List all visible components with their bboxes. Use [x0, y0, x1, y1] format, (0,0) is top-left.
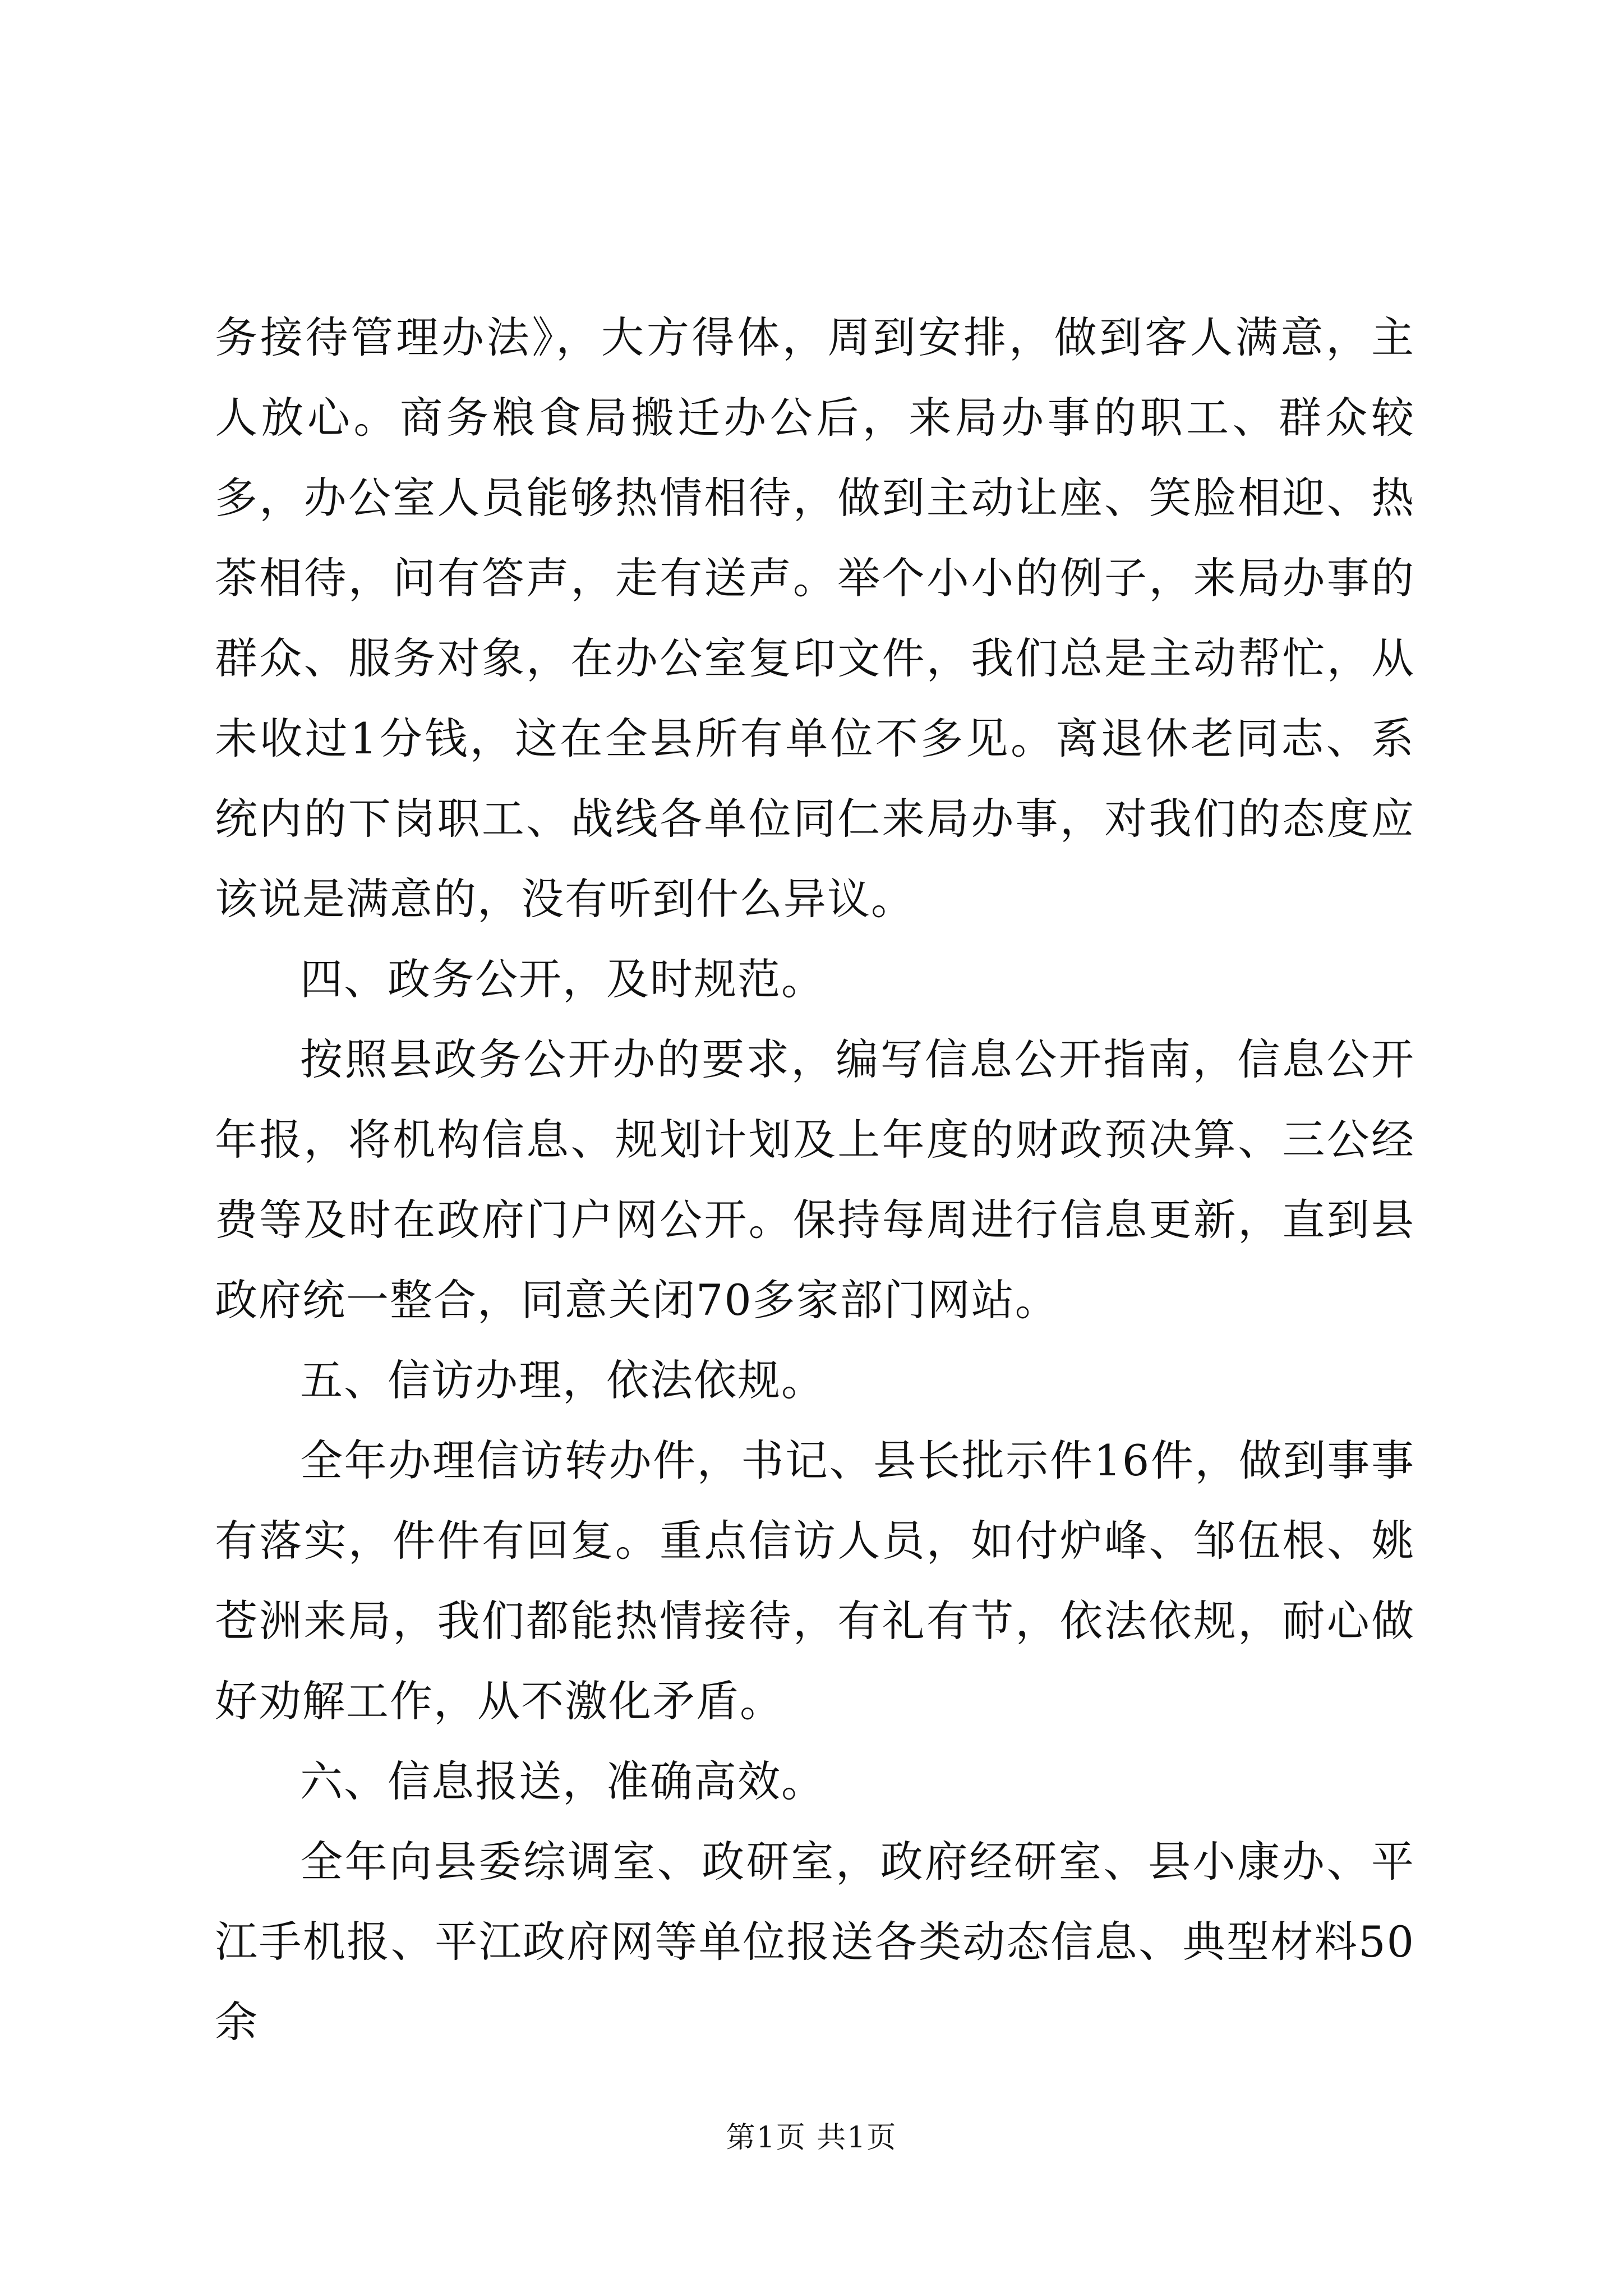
document-body [215, 297, 1415, 2062]
section-heading-government-affairs: 四、政务公开，及时规范。 [300, 954, 825, 1004]
section-heading-petitions: 五、信访办理，依法依规。 [300, 1355, 825, 1405]
section-heading-information: 六、信息报送，准确高效。 [300, 1756, 825, 1806]
paragraph-information: 全年向县委综调室、政研室，政府经研室、县小康办、平江手机报、平江政府网等单位报送各类动态信息、典型材料50余 [215, 1837, 1415, 2047]
paragraph-government-affairs: 按照县政务公开办的要求，编写信息公开指南，信息公开年报，将机构信息、规划计划及上年度的财政预决算、三公经费等及时在政府门户网公开。保持每周进行信息更新，直到县政府统一整合，同意关闭70多家部门网站。 [215, 1034, 1415, 1325]
page-footer: 第1页 共1页 [726, 2121, 897, 2155]
paragraph-petitions: 全年办理信访转办件，书记、县长批示件16件，做到事事有落实，件件有回复。重点信访人员，如付炉峰、邹伍根、姚苍洲来局，我们都能热情接待，有礼有节，依法依规，耐心做好劝解工作，从不激化矛盾。 [215, 1435, 1415, 1726]
paragraph-reception-continued: 务接待管理办法》，大方得体，周到安排，做到客人满意，主人放心。商务粮食局搬迁办公后，来局办事的职工、群众较多，办公室人员能够热情相待，做到主动让座、笑脸相迎、热茶相待，问有答声，走有送声。举个小小的例子，来局办事的群众、服务对象，在办公室复印文件，我们总是主动帮忙，从未收过1分钱，这在全县所有单位不多见。离退休老同志、系统内的下岗职工、战线各单位同仁来局办事，对我们的态度应该说是满意的，没有听到什么异议。 [215, 312, 1415, 924]
